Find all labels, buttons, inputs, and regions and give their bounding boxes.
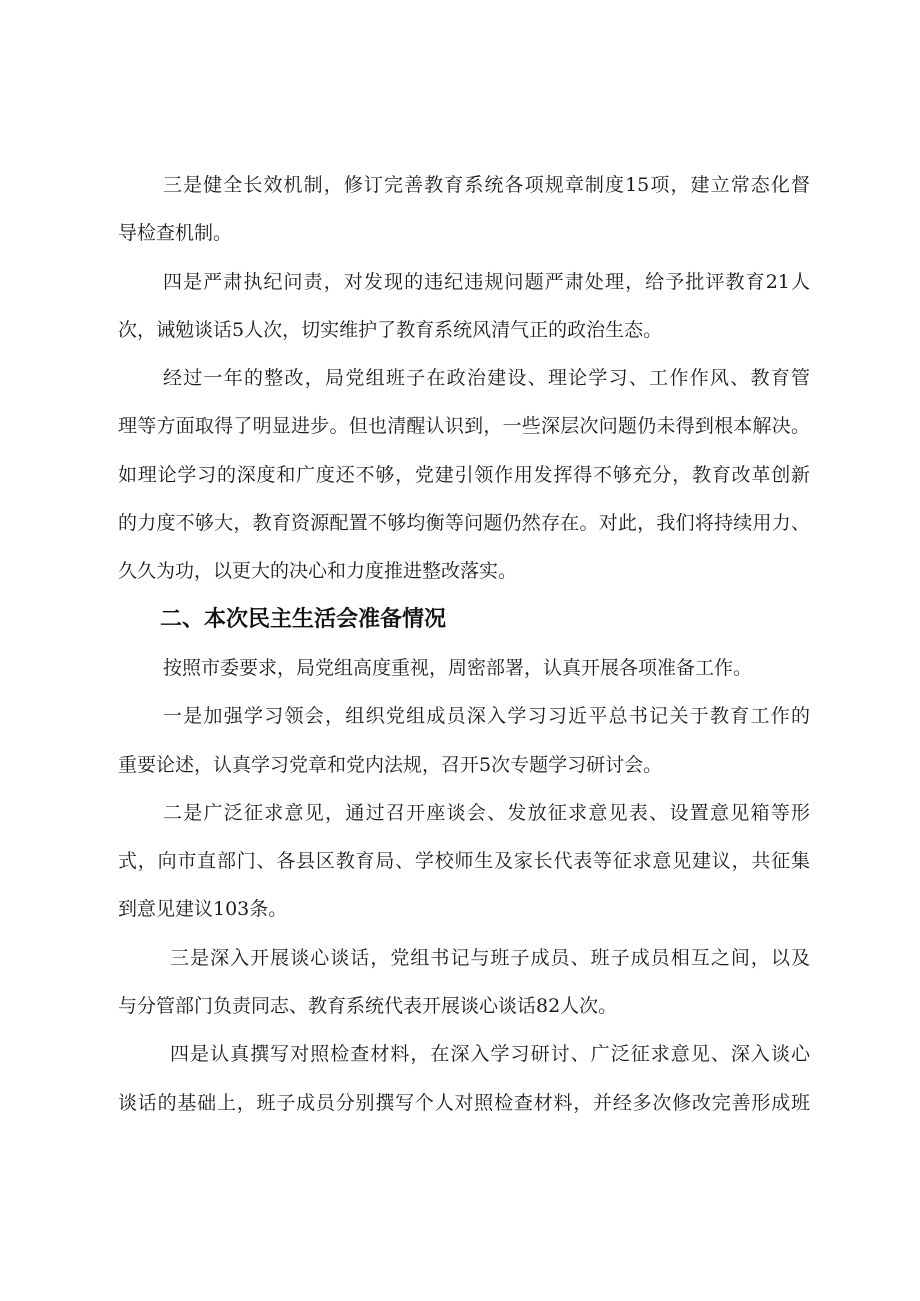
- paragraph-line: 二是广泛征求意见，通过召开座谈会、发放征求意见表、设置意见箱等形: [163, 801, 810, 824]
- paragraph-line: 三是健全长效机制，修订完善教育系统各项规章制度15项，建立常态化督: [163, 174, 810, 196]
- paragraph: [118, 354, 810, 595]
- paragraph-line: 式，向市直部门、各县区教育局、学校师生及家长代表等征求意见建议，共征集: [118, 850, 810, 873]
- paragraph: [118, 161, 810, 258]
- paragraph-line: 次，诫勉谈话5人次，切实维护了教育系统风清气正的政治生态。: [118, 318, 663, 341]
- paragraph: [118, 644, 810, 692]
- paragraph-line: 久久为功，以更大的决心和力度推进整改落实。: [118, 560, 518, 583]
- paragraph-line: 与分管部门负责同志、教育系统代表开展谈心谈话82人次。: [118, 995, 618, 1018]
- document-body: [118, 161, 810, 1127]
- paragraph: [118, 258, 810, 355]
- section-heading: 二、本次民主生活会准备情况: [160, 606, 447, 632]
- paragraph: [118, 934, 810, 1031]
- paragraph-line: 的力度不够大，教育资源配置不够均衡等问题仍然存在。对此，我们将持续用力、: [118, 512, 810, 535]
- paragraph-line: 导检查机制。: [118, 222, 233, 245]
- paragraph-line: 一是加强学习领会，组织党组成员深入学习习近平总书记关于教育工作的: [163, 705, 810, 728]
- paragraph-line: 经过一年的整改，局党组班子在政治建设、理论学习、工作作风、教育管: [163, 367, 810, 390]
- paragraph-line: 四是严肃执纪问责，对发现的违纪违规问题严肃处理，给予批评教育21人: [163, 270, 810, 293]
- paragraph-line: 理等方面取得了明显进步。但也清醒认识到，一些深层次问题仍未得到根本解决。: [118, 415, 810, 438]
- paragraph: [118, 1030, 810, 1127]
- paragraph-line: 四是认真撰写对照检查材料，在深入学习研讨、广泛征求意见、深入谈心: [170, 1043, 810, 1066]
- paragraph-line: 如理论学习的深度和广度还不够，党建引领作用发挥得不够充分，教育改革创新: [118, 463, 810, 486]
- paragraph-line: 重要论述，认真学习党章和党内法规，召开5次专题学习研讨会。: [118, 753, 663, 776]
- paragraph-line: 到意见建议103条。: [118, 898, 288, 921]
- paragraph: [118, 789, 810, 934]
- paragraph-line: 三是深入开展谈心谈话，党组书记与班子成员、班子成员相互之间，以及: [170, 946, 810, 969]
- paragraph-line: 谈话的基础上，班子成员分别撰写个人对照检查材料，并经多次修改完善形成班: [118, 1091, 810, 1114]
- paragraph: [118, 692, 810, 789]
- paragraph-line: 按照市委要求，局党组高度重视，周密部署，认真开展各项准备工作。: [163, 656, 753, 679]
